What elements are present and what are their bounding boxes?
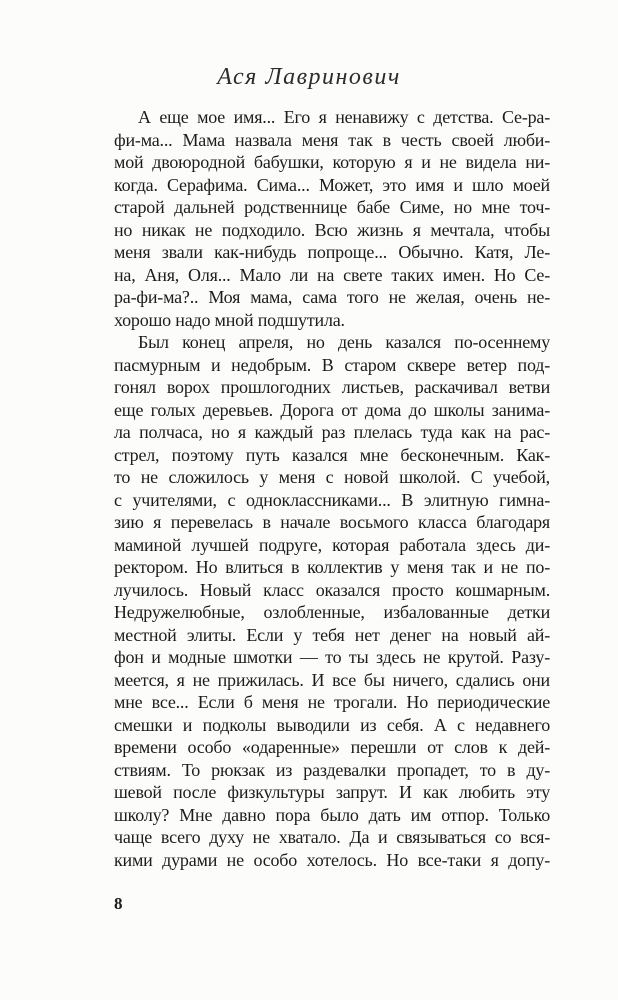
body-text	[114, 106, 550, 871]
text-line: маминой лучшей подруге, которая работала здесь ди-	[114, 534, 550, 555]
text-line: но никак не подходило. Всю жизнь я мечтала, чтобы	[114, 219, 550, 240]
text-line: с учителями, с одноклассниками... В элитную гимна-	[114, 489, 550, 510]
text-line: пасмурным и недобрым. В старом сквере ветер под-	[114, 354, 550, 375]
text-line: ла полчаса, но я каждый раз плелась туда как на рас-	[114, 422, 550, 442]
text-line: Недружелюбные, озлобленные, избалованные детки	[114, 602, 550, 622]
text-line: мой двоюродной бабушки, которую я и не видела ни-	[114, 152, 550, 172]
text-line: Был конец апреля, но день казался по-осеннему	[138, 332, 550, 352]
text-line: хорошо надо мной подшутила.	[114, 309, 345, 330]
text-line: кими дурами не особо хотелось. Но все-таки я допу-	[114, 849, 550, 870]
text-line: местной элиты. Если у тебя нет денег на новый ай-	[114, 624, 550, 645]
text-line: меется, я не прижилась. И все бы ничего, сдались они	[114, 669, 550, 690]
text-line: на, Аня, Оля... Мало ли на свете таких имен. Но Се-	[114, 264, 550, 285]
text-line: старой дальней родственнице бабе Симе, но мне точ-	[114, 197, 550, 217]
text-line: меня звали как-нибудь попроще... Обычно. Катя, Ле-	[114, 242, 550, 262]
text-line: ствиям. То рюкзак из раздевалки пропадет, то в ду-	[114, 759, 550, 780]
text-line: гонял ворох прошлогодних листьев, раскачивал ветви	[114, 377, 550, 397]
text-line: стрел, поэтому путь казался мне бесконечным. Как-	[114, 444, 550, 465]
text-line: шевой после физкультуры запрут. И как любить эту	[114, 782, 550, 802]
text-line: когда. Серафима. Сима... Может, это имя и шло моей	[114, 174, 550, 195]
text-line: лучилось. Новый класс оказался просто кошмарным.	[114, 579, 550, 600]
running-header: Ася Лавринович	[217, 64, 401, 90]
text-line: мне все... Если б меня не трогали. Но периодические	[114, 692, 550, 712]
text-line: то не сложилось у меня с новой школой. С учебой,	[114, 467, 550, 487]
text-line: ректором. Но влиться в коллектив у меня так и не по-	[114, 557, 550, 577]
text-line: смешки и подколы выводили из себя. А с недавнего	[114, 714, 550, 735]
text-line: А еще мое имя... Его я ненавижу с детства. Се-ра-	[138, 107, 550, 127]
text-line: зию я перевелась в начале восьмого класса благодаря	[114, 512, 550, 532]
text-line: времени особо «одаренные» перешли от слов к дей-	[114, 737, 550, 757]
text-line: еще голых деревьев. Дорога от дома до школы занима-	[114, 399, 550, 420]
text-line: школу? Мне давно пора было дать им отпор. Только	[114, 804, 550, 825]
text-line: фон и модные шмотки — то ты здесь не крутой. Разу-	[114, 647, 550, 667]
page-number: 8	[114, 894, 123, 913]
text-line: фи-ма... Мама назвала меня так в честь своей люби-	[114, 129, 550, 150]
text-line: ра-фи-ма?.. Моя мама, сама того не желая, очень не-	[114, 287, 550, 307]
text-line: чаще всего духу не хватало. Да и связываться со вся-	[114, 827, 550, 847]
